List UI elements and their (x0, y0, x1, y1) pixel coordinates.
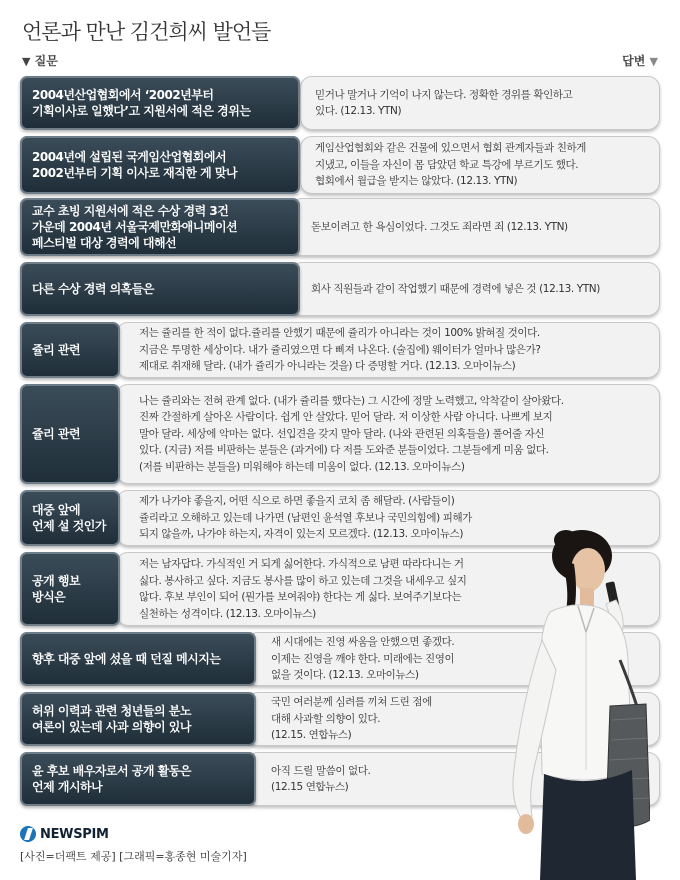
answer-text: 나는 쥴리와는 전혀 관계 없다. (내가 쥴리를 했다는) 그 시간에 정말 노력했고, 악착같이 살아왔다. 진짜 간절하게 살아온 사람이다. 쉽게 안 살았다. 믿어 달라. 저 이상한 사람 아니다. 나쁘게 보지 말아 달라. 세상에 악마는 없다. 선입견을 갖지 말아 달라. (나와 관련된 의혹들을) 풀어줄 자신 있다. (지금) 저를 비판하는 분들은 (과거에) 다 저를 도와준 분들이었다. 그분들에게 미움 없다. (저를 비판하는 분들을) 미워해야 하는데 미움이 없다. (12.13. 오마이뉴스) (139, 394, 564, 473)
qa-row (20, 384, 660, 484)
answer-text: 저는 남자답다. 가식적인 거 되게 싫어한다. 가식적으로 남편 따라다니는 거 싫다. 봉사하고 싶다. 지금도 봉사를 많이 하고 있는데 그것을 내세우고 싶지 않다. 후보 부인이 되어 (뭔가를 보여줘야) 한다는 게 싫다. 보여주기보다는 실천하는 성격이다. (12.13. 오마이뉴스) (139, 558, 467, 620)
question-box: 향후 대중 앞에 섰을 때 던질 메시지는 (20, 632, 256, 686)
qa-row (20, 262, 660, 316)
qa-row (20, 136, 660, 194)
answer-bubble (116, 322, 660, 378)
question-box: 대중 앞에 언제 설 것인가 (20, 490, 120, 546)
answer-bubble (116, 384, 660, 484)
down-triangle-icon: ▼ (22, 55, 31, 68)
answer-column-header (622, 52, 658, 69)
answer-bubble (300, 76, 660, 130)
page-title: 언론과 만난 김건희씨 발언들 (22, 20, 271, 44)
answer-text: 돋보이려고 한 욕심이었다. 그것도 죄라면 죄 (12.13. YTN) (311, 220, 568, 233)
question-box: 윤 후보 배우자로서 공개 활동은 언제 개시하나 (20, 752, 256, 806)
question-column-header (22, 52, 58, 69)
question-box: 교수 초빙 지원서에 적은 수상 경력 3건 가운데 2004년 서울국제만화애니메이션 페스티벌 대상 경력에 대해선 (20, 198, 300, 256)
answer-bubble (300, 136, 660, 194)
woman-photo (470, 520, 650, 880)
qa-row (20, 198, 660, 256)
newspim-logo-icon (20, 826, 36, 842)
answer-text: 믿거나 말거나 기억이 나지 않는다. 정확한 경위를 확인하고 있다. (12.13. YTN) (315, 88, 573, 117)
qa-row (20, 322, 660, 378)
answer-bubble (290, 198, 660, 256)
answer-bubble (290, 262, 660, 316)
question-box: 허위 이력과 관련 청년들의 분노 여론이 있는데 사과 의향이 있나 (20, 692, 256, 746)
answer-text: 국민 여러분께 심려를 끼쳐 드린 점에 대해 사과할 의향이 있다. (12.15. 연합뉴스) (271, 696, 432, 742)
question-box: 2004년에 설립된 국게임산업협회에서 2002년부터 기획 이사로 재직한 게 맞나 (20, 136, 300, 194)
question-box: 2004년산업협회에서 ‘2002년부터 기획이사로 일했다’고 지원서에 적은 경위는 (20, 76, 300, 130)
question-box: 쥴리 관련 (20, 322, 120, 378)
question-box: 공개 행보 방식은 (20, 552, 120, 626)
answer-header-label: 답변 (622, 54, 646, 68)
answer-text: 저는 쥴리를 한 적이 없다.쥴리를 안했기 때문에 쥴리가 아니라는 것이 100% 밝혀질 것이다. 지금은 투명한 세상이다. 내가 쥴리였으면 다 삐져 나온다. (술집에) 웨이터가 얼마나 많은가? 제대로 취재해 달라. (내가 쥴리가 아니라는 것을) 다 증명할 거다. (12.13. 오마이뉴스) (139, 327, 541, 373)
question-box: 쥴리 관련 (20, 384, 120, 484)
down-triangle-icon: ▼ (649, 55, 658, 68)
logo-text: NEWSPIM (40, 826, 109, 842)
question-box: 다른 수상 경력 의혹들은 (20, 262, 300, 316)
newspim-logo (20, 826, 109, 842)
answer-text: 회사 직원들과 같이 작업했기 때문에 경력에 넣은 것 (12.13. YTN) (311, 282, 600, 295)
answer-text: 아직 드릴 말씀이 없다. (12.15 연합뉴스) (271, 764, 371, 793)
answer-text: 제가 나가야 좋을지, 어떤 식으로 하면 좋을지 코치 좀 해달라. (사람들이) 쥴리라고 오해하고 있는데 나가면 (남편인 윤석열 후보나 국민의힘에) 피해가 되지 않을까, 나가야 하는지, 자격이 있는지 모르겠다. (12.13. 오마이뉴스) (139, 495, 472, 541)
answer-text: 새 시대에는 진영 싸움을 안했으면 좋겠다. 이제는 진영을 깨야 한다. 미래에는 진영이 없을 것이다. (12.13. 오마이뉴스) (271, 636, 455, 682)
question-header-label: 질문 (34, 54, 58, 68)
answer-text: 게임산업협회와 같은 건물에 있으면서 협회 관계자들과 친하게 지냈고, 이들을 자신이 몸 담았던 학교 특강에 부르기도 했다. 협회에서 월급을 받지는 않았다. (12.13. YTN) (315, 142, 586, 188)
qa-row (20, 76, 660, 130)
photo-credit: [사진=더팩트 제공] [그래픽=홍종현 미술기자] (20, 850, 247, 863)
